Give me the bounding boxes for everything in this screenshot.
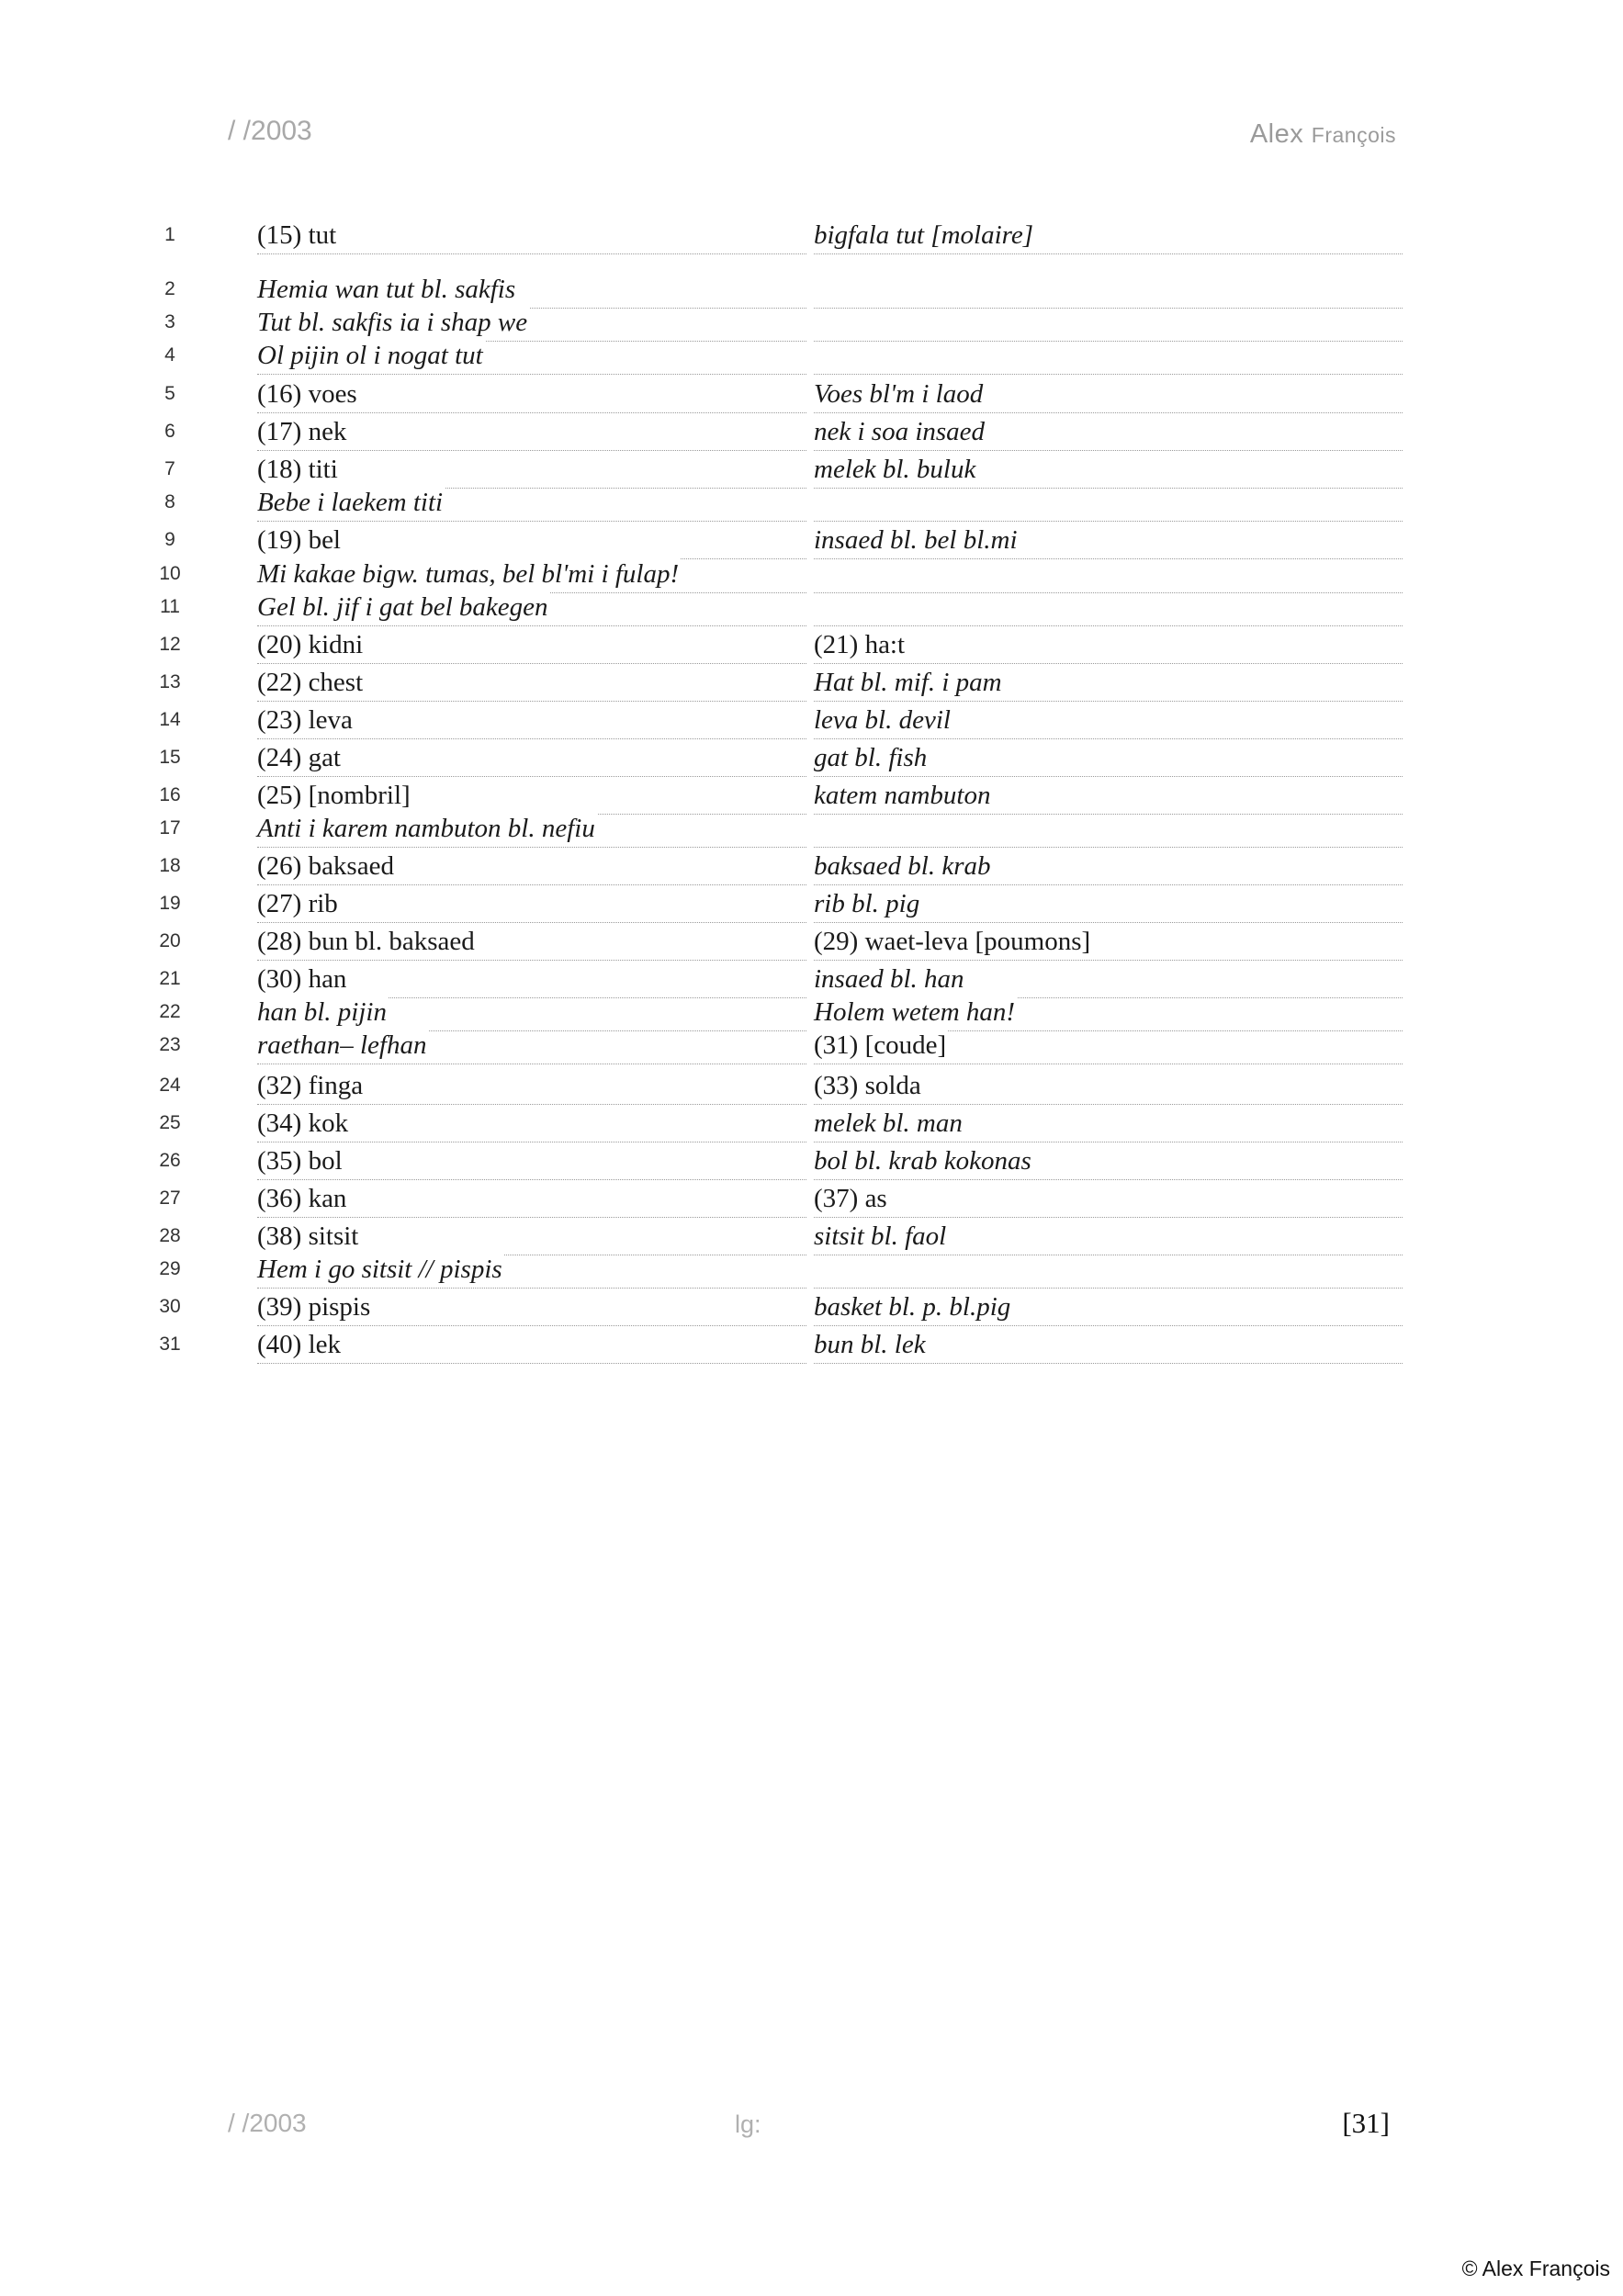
right-entry-text <box>814 819 816 822</box>
right-entry-text: bigfala tut [molaire] <box>814 217 1035 251</box>
table-row <box>0 1326 1623 1363</box>
author-first: Alex <box>1249 119 1304 149</box>
left-entry-text: (17) nek <box>257 413 348 447</box>
right-column-entry <box>814 994 1403 1031</box>
left-column-entry <box>257 413 806 451</box>
right-column-entry <box>814 1326 1403 1364</box>
right-column-entry <box>814 777 1403 815</box>
table-row <box>0 271 1623 308</box>
line-number: 18 <box>159 855 181 876</box>
right-entry-text: nek i soa insaed <box>814 413 986 447</box>
left-entry-text: (36) kan <box>257 1180 348 1214</box>
right-entry-text: gat bl. fish <box>814 739 929 773</box>
right-column-entry <box>814 451 1403 489</box>
line-number: 15 <box>159 747 181 768</box>
line-number: 19 <box>159 893 181 914</box>
left-column-entry <box>257 1027 806 1064</box>
line-number: 31 <box>159 1334 181 1355</box>
left-entry-text: (16) voes <box>257 376 359 410</box>
left-column-entry <box>257 664 806 702</box>
right-column-entry <box>814 413 1403 451</box>
right-column-entry <box>814 1105 1403 1142</box>
right-entry-text: bun bl. lek <box>814 1326 928 1360</box>
right-entry-text <box>814 313 816 316</box>
line-number: 12 <box>159 634 181 655</box>
right-column-entry <box>814 522 1403 559</box>
right-entry-text <box>814 346 816 349</box>
right-column-entry <box>814 337 1403 375</box>
table-row <box>0 1289 1623 1325</box>
footer-date: / /2003 <box>228 2109 307 2137</box>
left-entry-text: (18) titi <box>257 451 340 485</box>
left-column-entry <box>257 451 806 489</box>
table-row <box>0 413 1623 450</box>
right-entry-text: rib bl. pig <box>814 885 921 919</box>
right-column-entry <box>814 702 1403 739</box>
right-entry-text: melek bl. buluk <box>814 451 977 485</box>
table-row <box>0 1251 1623 1288</box>
line-number: 13 <box>159 671 181 692</box>
line-number: 3 <box>164 311 175 332</box>
right-entry-text <box>814 493 816 496</box>
right-entry-text <box>814 565 816 568</box>
left-entry-text: (38) sitsit <box>257 1218 360 1252</box>
table-row <box>0 1218 1623 1255</box>
left-column-entry <box>257 885 806 923</box>
left-column-entry <box>257 777 806 815</box>
table-row <box>0 885 1623 922</box>
left-column-entry <box>257 376 806 413</box>
table-row <box>0 848 1623 884</box>
header-author <box>1250 119 1396 150</box>
line-number: 25 <box>159 1112 181 1133</box>
table-row <box>0 337 1623 374</box>
right-column-entry <box>814 1218 1403 1255</box>
left-entry-text: han bl. pijin <box>257 994 389 1028</box>
line-number: 2 <box>164 278 175 299</box>
right-column-entry <box>814 664 1403 702</box>
left-entry-text: raethan– lefhan <box>257 1027 428 1061</box>
right-entry-text <box>814 1260 816 1263</box>
page-number: [31] <box>1342 2107 1390 2139</box>
line-number: 4 <box>164 344 175 366</box>
right-entry-text: bol bl. krab kokonas <box>814 1142 1033 1176</box>
line-number: 8 <box>164 491 175 512</box>
left-column-entry <box>257 810 806 848</box>
right-column-entry <box>814 1180 1403 1218</box>
left-column-entry <box>257 626 806 664</box>
line-number: 24 <box>159 1075 181 1096</box>
line-number: 6 <box>164 421 175 442</box>
left-entry-text: (35) bol <box>257 1142 344 1176</box>
left-column-entry <box>257 923 806 961</box>
table-row <box>0 556 1623 592</box>
table-row <box>0 994 1623 1030</box>
right-entry-text: (31) [coude] <box>814 1027 948 1061</box>
right-entry-text: katem nambuton <box>814 777 993 811</box>
footer-lg-label: lg: <box>735 2110 761 2138</box>
right-column-entry <box>814 556 1403 593</box>
left-entry-text: (22) chest <box>257 664 365 698</box>
right-column-entry <box>814 1251 1403 1289</box>
table-row <box>0 961 1623 997</box>
table-row <box>0 304 1623 341</box>
table-row <box>0 702 1623 738</box>
left-column-entry <box>257 304 806 342</box>
left-entry-text: (19) bel <box>257 522 343 556</box>
right-entry-text: insaed bl. bel bl.mi <box>814 522 1020 556</box>
right-column-entry <box>814 484 1403 522</box>
right-entry-text: insaed bl. han <box>814 961 966 995</box>
left-entry-text: Hem i go sitsit // pispis <box>257 1251 504 1285</box>
line-number: 14 <box>159 709 181 730</box>
right-entry-text: Holem wetem han! <box>814 994 1017 1028</box>
right-entry-text: (29) waet-leva [poumons] <box>814 923 1092 957</box>
left-column-entry <box>257 1326 806 1364</box>
line-number: 5 <box>164 383 175 404</box>
right-entry-text <box>814 280 816 283</box>
copyright-notice: © Alex François <box>1461 2257 1610 2280</box>
right-column-entry <box>814 1067 1403 1105</box>
right-column-entry <box>814 626 1403 664</box>
author-last: François <box>1311 123 1396 147</box>
table-row <box>0 1067 1623 1104</box>
left-entry-text: (39) pispis <box>257 1289 372 1322</box>
table-row <box>0 484 1623 521</box>
left-column-entry <box>257 702 806 739</box>
left-entry-text: (28) bun bl. baksaed <box>257 923 477 957</box>
right-entry-text: Hat bl. mif. i pam <box>814 664 1004 698</box>
left-column-entry <box>257 271 806 309</box>
right-entry-text <box>814 598 816 601</box>
right-entry-text: (37) as <box>814 1180 889 1214</box>
right-column-entry <box>814 271 1403 309</box>
left-entry-text: Bebe i laekem titi <box>257 484 445 518</box>
left-entry-text: (34) kok <box>257 1105 350 1139</box>
line-number: 11 <box>160 596 180 617</box>
left-entry-text: (24) gat <box>257 739 343 773</box>
table-row <box>0 217 1623 253</box>
right-entry-text: sitsit bl. faol <box>814 1218 948 1252</box>
line-number: 28 <box>159 1225 181 1246</box>
line-number: 17 <box>159 817 181 838</box>
right-entry-text: Voes bl'm i laod <box>814 376 985 410</box>
left-entry-text: (27) rib <box>257 885 340 919</box>
line-number: 29 <box>159 1258 181 1279</box>
right-entry-text: leva bl. devil <box>814 702 952 736</box>
table-row <box>0 626 1623 663</box>
table-row <box>0 451 1623 488</box>
left-column-entry <box>257 522 806 559</box>
right-column-entry <box>814 304 1403 342</box>
table-row <box>0 1142 1623 1179</box>
left-column-entry <box>257 1105 806 1142</box>
left-entry-text: Anti i karem nambuton bl. nefiu <box>257 810 597 844</box>
table-row <box>0 376 1623 412</box>
line-number: 30 <box>159 1296 181 1317</box>
right-column-entry <box>814 885 1403 923</box>
line-number: 20 <box>159 930 181 951</box>
right-column-entry <box>814 1142 1403 1180</box>
table-row <box>0 923 1623 960</box>
right-entry-text: (21) ha:t <box>814 626 907 660</box>
line-number: 16 <box>159 784 181 805</box>
left-entry-text: (20) kidni <box>257 626 365 660</box>
left-entry-text: Ol pijin ol i nogat tut <box>257 337 485 371</box>
right-column-entry <box>814 1289 1403 1326</box>
line-number: 7 <box>164 458 175 479</box>
left-column-entry <box>257 1180 806 1218</box>
right-entry-text: melek bl. man <box>814 1105 964 1139</box>
right-entry-text: baksaed bl. krab <box>814 848 993 882</box>
table-row <box>0 777 1623 814</box>
right-column-entry <box>814 810 1403 848</box>
table-row <box>0 1180 1623 1217</box>
line-number: 22 <box>159 1001 181 1022</box>
line-number: 10 <box>159 563 181 584</box>
header-date: / /2003 <box>228 116 312 146</box>
right-column-entry <box>814 217 1403 254</box>
left-column-entry <box>257 217 806 254</box>
left-entry-text: (23) leva <box>257 702 355 736</box>
right-column-entry <box>814 376 1403 413</box>
left-entry-text: Tut bl. sakfis ia i shap we <box>257 304 529 338</box>
left-column-entry <box>257 994 806 1031</box>
line-number: 26 <box>159 1150 181 1171</box>
table-row <box>0 664 1623 701</box>
left-entry-text: (26) baksaed <box>257 848 396 882</box>
left-entry-text: (40) lek <box>257 1326 343 1360</box>
left-column-entry <box>257 589 806 626</box>
line-number: 27 <box>159 1187 181 1209</box>
left-entry-text: Mi kakae bigw. tumas, bel bl'mi i fulap! <box>257 556 681 590</box>
left-entry-text: Hemia wan tut bl. sakfis <box>257 271 517 305</box>
left-entry-text: (32) finga <box>257 1067 365 1101</box>
line-number: 9 <box>164 529 175 550</box>
right-column-entry <box>814 848 1403 885</box>
line-number: 23 <box>159 1034 181 1055</box>
left-column-entry <box>257 1142 806 1180</box>
left-column-entry <box>257 1067 806 1105</box>
left-column-entry <box>257 556 806 593</box>
right-column-entry <box>814 739 1403 777</box>
table-row <box>0 810 1623 847</box>
table-row <box>0 522 1623 558</box>
right-column-entry <box>814 1027 1403 1064</box>
table-row <box>0 1027 1623 1064</box>
table-row <box>0 739 1623 776</box>
left-column-entry <box>257 961 806 998</box>
right-entry-text: basket bl. p. bl.pig <box>814 1289 1012 1322</box>
left-column-entry <box>257 1289 806 1326</box>
left-entry-text: (15) tut <box>257 217 338 251</box>
table-row <box>0 1105 1623 1142</box>
line-number: 1 <box>164 224 175 245</box>
line-number: 21 <box>159 968 181 989</box>
right-entry-text: (33) solda <box>814 1067 923 1101</box>
right-column-entry <box>814 923 1403 961</box>
left-column-entry <box>257 1218 806 1255</box>
left-column-entry <box>257 484 806 522</box>
left-entry-text: (25) [nombril] <box>257 777 412 811</box>
right-column-entry <box>814 589 1403 626</box>
left-entry-text: (30) han <box>257 961 348 995</box>
left-column-entry <box>257 1251 806 1289</box>
left-column-entry <box>257 848 806 885</box>
left-column-entry <box>257 739 806 777</box>
left-column-entry <box>257 337 806 375</box>
table-row <box>0 589 1623 625</box>
right-column-entry <box>814 961 1403 998</box>
left-entry-text: Gel bl. jif i gat bel bakegen <box>257 589 550 623</box>
